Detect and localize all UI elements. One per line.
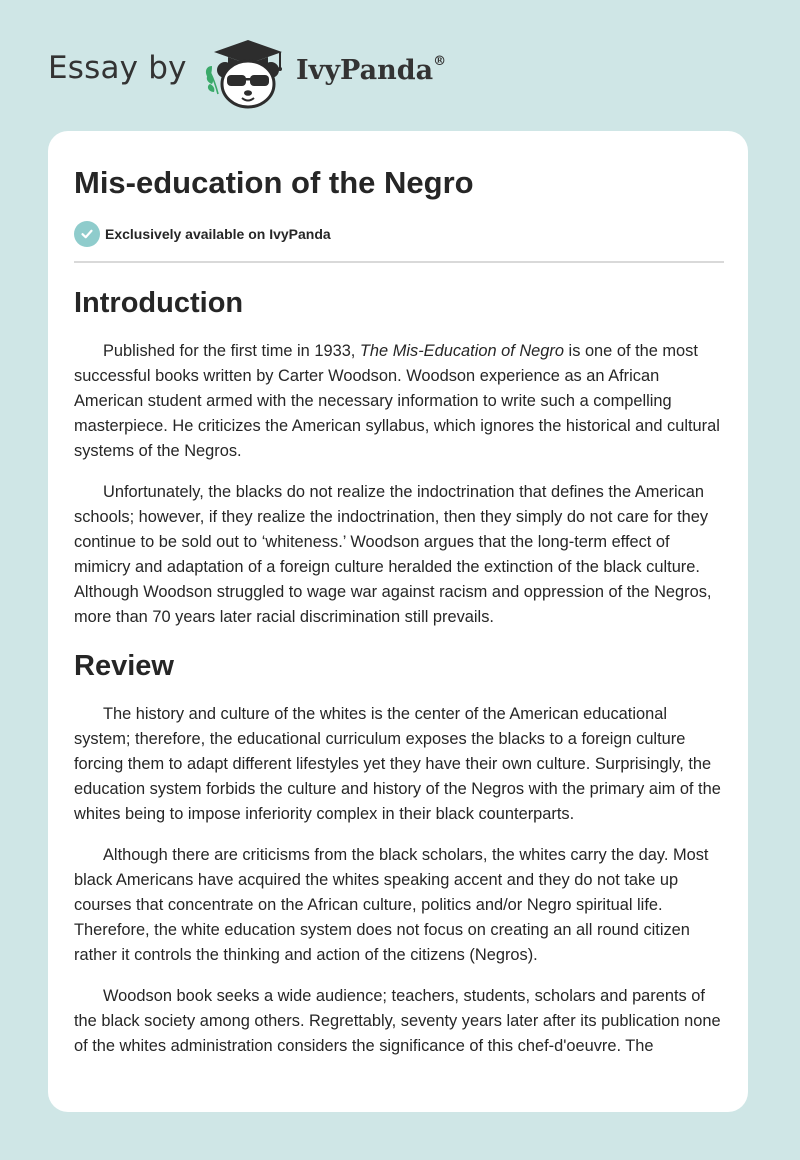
essay-card [48, 131, 748, 1112]
book-title: The Mis-Education of Negro [359, 342, 564, 360]
paragraph: Although there are criticisms from the black scholars, the whites carry the day. Most black Americans have acquired the whites speaking accent and they do not take up courses that concentrate on the African culture, politics and/or Negro spiritual life. Therefore, the white education system does not focus on creating an all round citizen rather it controls the thinking and action of the citizens (Negros). [74, 846, 709, 964]
essay-body [74, 281, 724, 1059]
page-title: Mis-education of the Negro [74, 165, 474, 200]
ivypanda-logo-icon[interactable] [200, 36, 292, 110]
paragraph-text: is one of the most successful books written by Carter Woodson. Woodson experience as an African American student armed with the necessary information to write such a compelling masterpiece. He criticizes the American syllabus, which ignores the historical and cultural systems of the Negros. [74, 342, 720, 460]
brand-text: IvyPanda [296, 55, 434, 86]
section-heading-introduction: Introduction [74, 287, 244, 319]
paragraph: The history and culture of the whites is the center of the American educational system; therefore, the educational curriculum exposes the blacks to a foreign culture forcing them to adapt different lifestyles yet they have their own culture. Surprisingly, the education system forbids the culture and history of the Negros with the primary aim of the whites being to impose inferiority complex in their black counterparts. [74, 705, 721, 823]
essay-by-label: Essay by [48, 50, 187, 86]
section-heading-review: Review [74, 650, 174, 682]
paragraph: Woodson book seeks a wide audience; teachers, students, scholars and parents of the black society among others. Regrettably, seventy years later after its publication none of the whites administration considers the significance of this chef-d'oeuvre. The [74, 987, 721, 1055]
check-icon [74, 221, 100, 247]
paragraph: Unfortunately, the blacks do not realize the indoctrination that defines the American schools; however, if they realize the indoctrination, then they simply do not care for they continue to be sold out to ‘whiteness.’ Woodson argues that the long-term effect of mimicry and adaptation of a foreign culture heralded the extinction of the black culture. Although Woodson struggled to wage war against racism and oppression of the Negros, more than 70 years later racial discrimination still prevails. [74, 483, 712, 626]
paragraph [74, 339, 724, 464]
exclusive-badge [74, 221, 331, 247]
exclusive-badge-label: Exclusively available on IvyPanda [105, 226, 331, 242]
registered-mark: ® [433, 54, 447, 69]
paragraph-text: Published for the first time in 1933, [103, 342, 360, 360]
brand-name[interactable] [296, 55, 446, 86]
title-divider [74, 261, 724, 263]
site-header [0, 0, 800, 130]
